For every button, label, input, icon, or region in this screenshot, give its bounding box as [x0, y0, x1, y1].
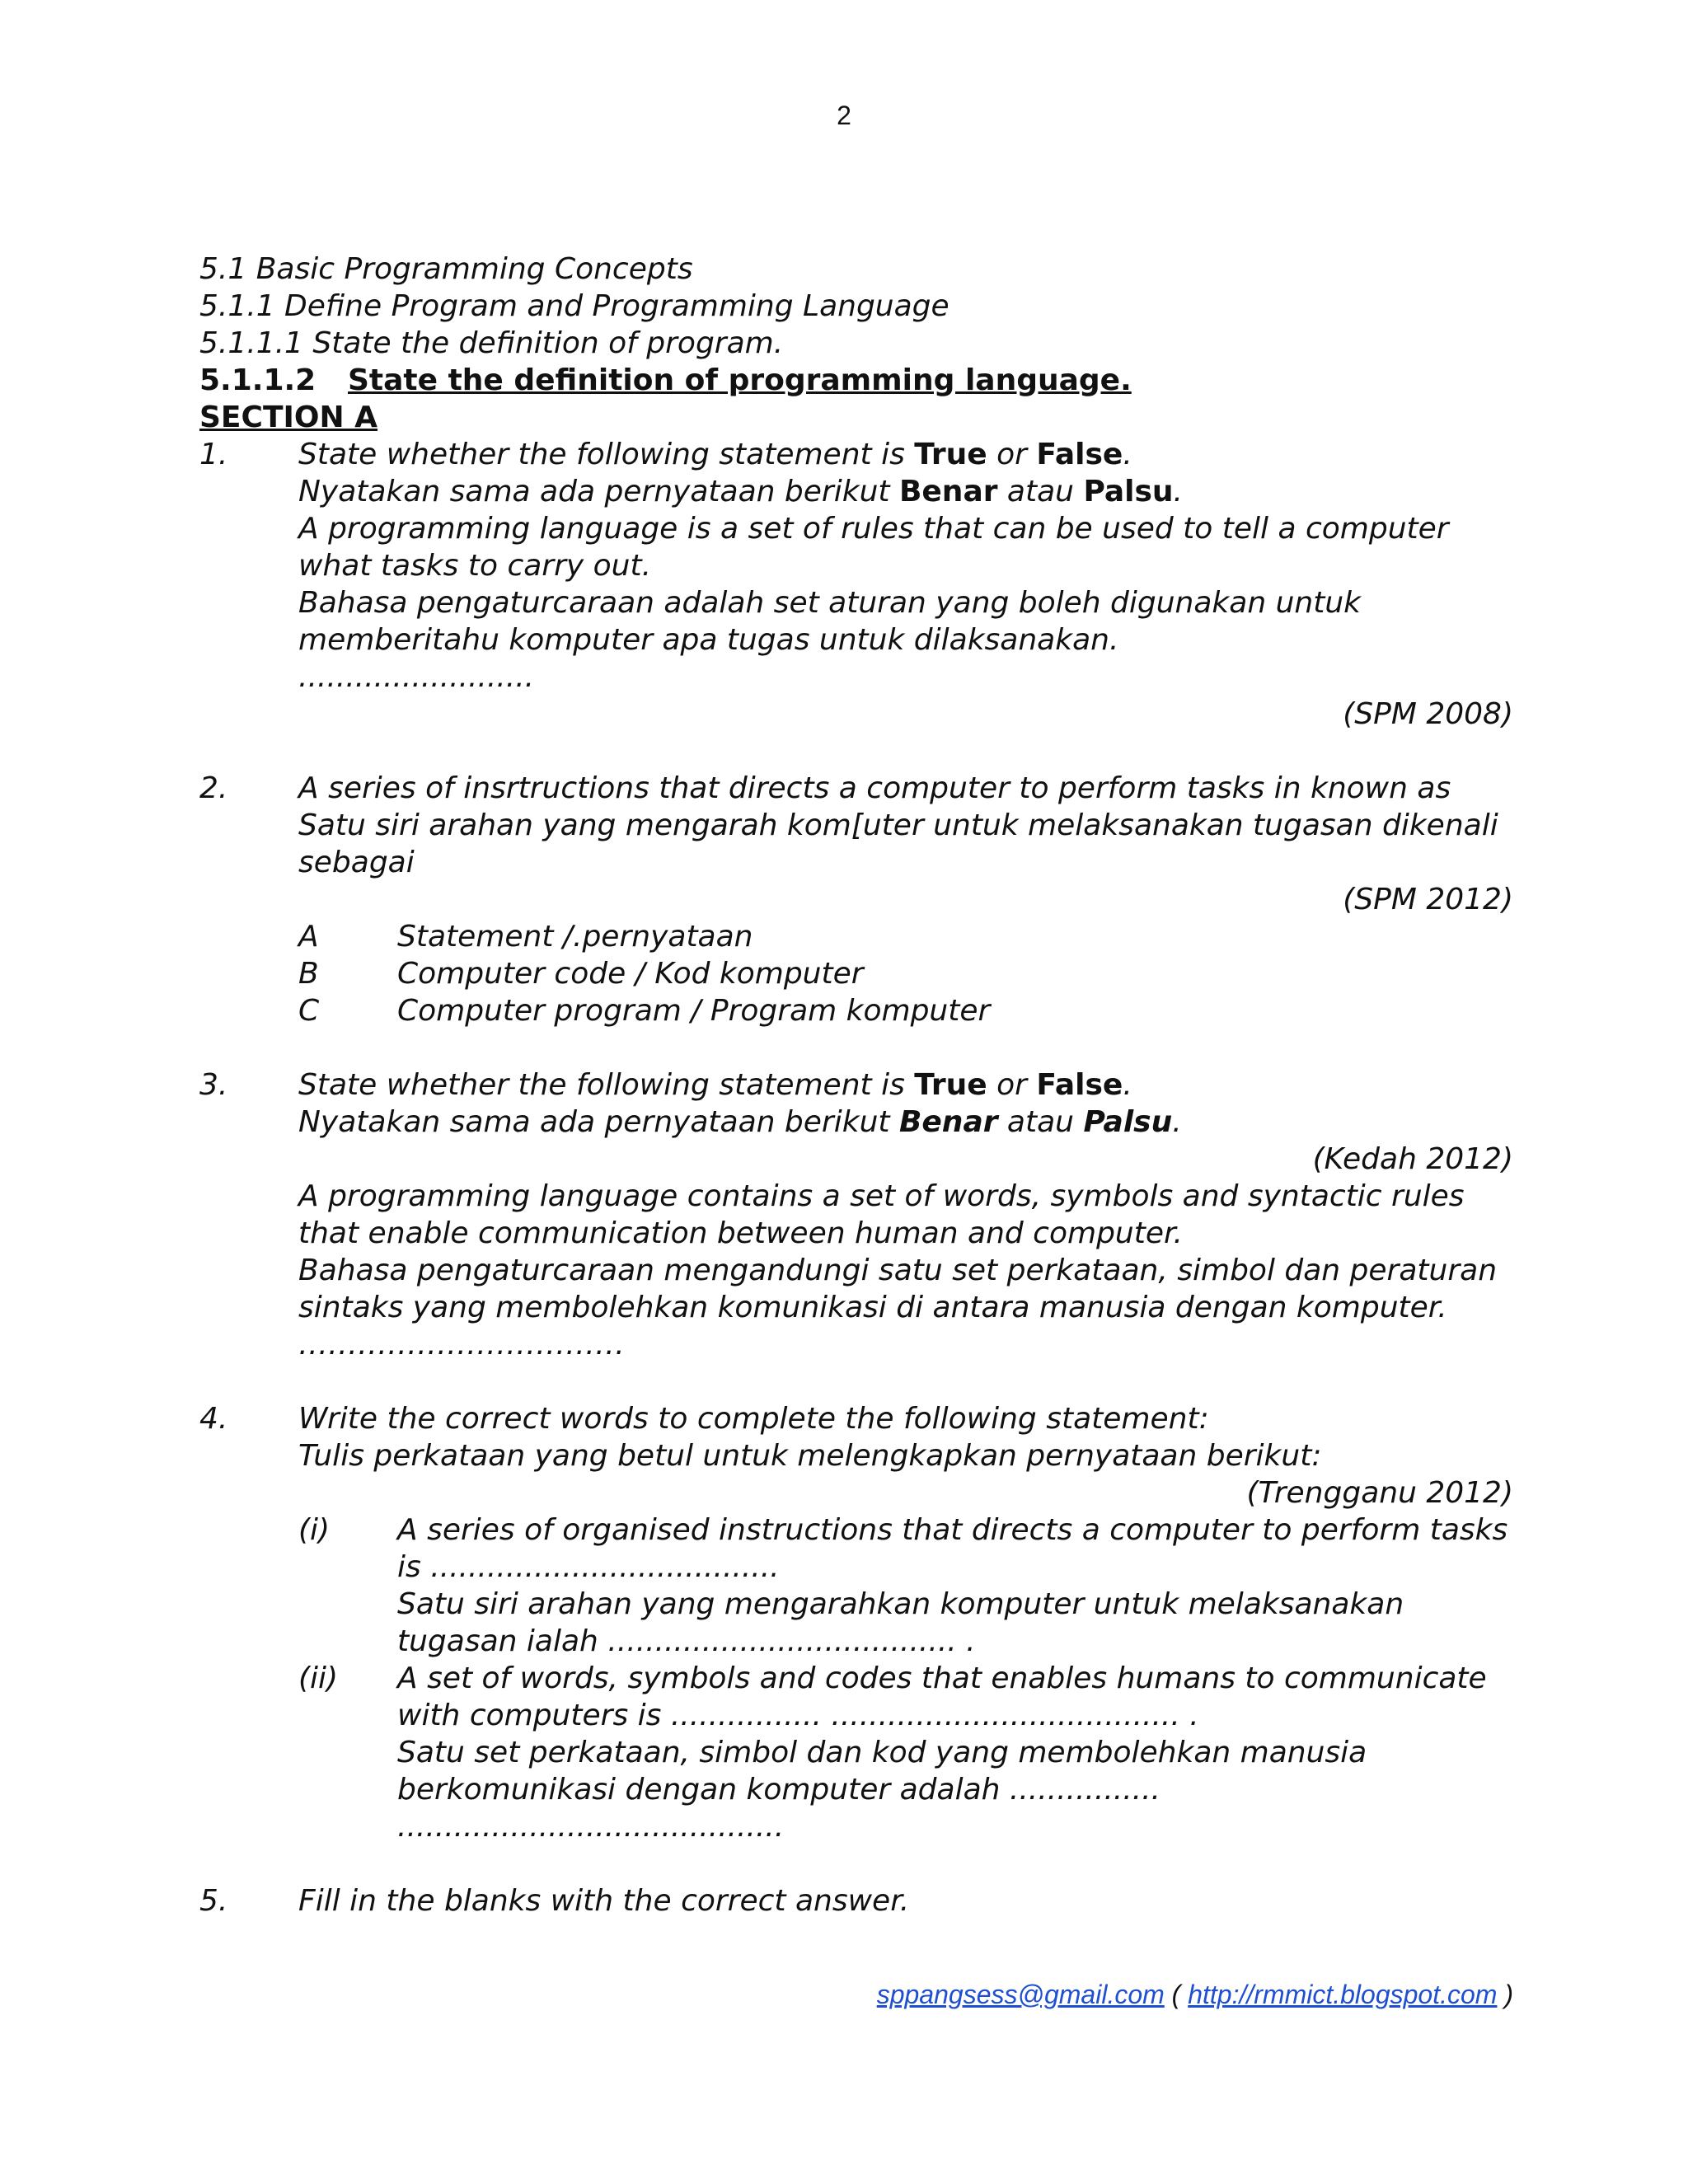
paren-open: ( [1164, 1980, 1189, 2009]
instruction-ms: Nyatakan sama ada pernyataan berikut Benar atau Palsu. [298, 475, 1183, 509]
instruction-en: State whether the following statement is True or False. [298, 1068, 1132, 1102]
objective-line: 5.1.1.1 State the definition of program. [199, 326, 784, 360]
option-letter: A [298, 920, 319, 954]
footer-contact [877, 1978, 1513, 2011]
sub-question-number: (i) [298, 1513, 331, 1547]
email-link[interactable]: sppangsess@gmail.com [876, 1980, 1165, 2009]
question-body [298, 1400, 1513, 1845]
question-text-en: A series of insrtructions that directs a computer to perform tasks in known as [298, 771, 1451, 805]
instruction-en: State whether the following statement is True or False. [298, 438, 1132, 471]
blog-link[interactable]: http://rmmict.blogspot.com [1188, 1980, 1498, 2009]
answer-blank[interactable]: …………………………… [298, 1328, 625, 1361]
question-2 [199, 770, 1513, 1029]
question-number: 2. [199, 771, 228, 805]
option-text: Statement /.pernyataan [397, 920, 753, 954]
option-b[interactable] [298, 955, 1513, 992]
question-body [298, 1882, 1513, 1919]
section-title: SECTION A [199, 401, 378, 434]
page-number: 2 [837, 101, 851, 130]
sub-question-en[interactable]: A set of words, symbols and codes that enables humans to communicate with computers is ................ ..................................... . [397, 1661, 1487, 1732]
paren-close: ) [1497, 1980, 1513, 2009]
question-text-ms: Satu siri arahan yang mengarah kom[uter untuk melaksanakan tugasan dikenali sebagai [298, 808, 1498, 879]
question-body [298, 1066, 1513, 1363]
question-number: 4. [199, 1402, 228, 1436]
instruction-ms: Tulis perkataan yang betul untuk melengkapkan pernyataan berikut: [298, 1439, 1322, 1473]
question-source: (SPM 2008) [1343, 697, 1513, 731]
question-3 [199, 1066, 1513, 1363]
question-source: (Trengganu 2012) [1246, 1476, 1513, 1510]
instruction-ms: Nyatakan sama ada pernyataan berikut Benar atau Palsu. [298, 1105, 1182, 1139]
sub-question-ms[interactable]: Satu set perkataan, simbol dan kod yang membolehkan manusia berkomunikasi dengan komputer adalah ................ ......................................... [397, 1736, 1367, 1844]
objective-code: 5.1.1.2 [199, 363, 316, 397]
question-4 [199, 1400, 1513, 1845]
question-source: (Kedah 2012) [1312, 1142, 1513, 1176]
question-text: Fill in the blanks with the correct answer. [298, 1884, 910, 1918]
sub-question-number: (ii) [298, 1661, 339, 1695]
sub-question-ms[interactable]: Satu siri arahan yang mengarahkan komputer untuk melaksanakan tugasan ialah ..................................... . [397, 1587, 1404, 1658]
sub-question-en[interactable]: A series of organised instructions that directs a computer to perform tasks is ..................................... [397, 1513, 1508, 1584]
sub-question-ii [298, 1660, 1513, 1845]
question-number: 5. [199, 1884, 228, 1918]
objective-line: 5.1.1 Define Program and Programming Language [199, 289, 950, 323]
objective-text: State the definition of programming language. [348, 363, 1132, 397]
question-5 [199, 1882, 1513, 1919]
option-c[interactable] [298, 992, 1513, 1029]
option-letter: C [298, 994, 320, 1028]
statement-en: A programming language is a set of rules that can be used to tell a computer what tasks to carry out. [298, 512, 1449, 583]
worksheet-content [199, 251, 1513, 1919]
question-number: 1. [199, 438, 228, 471]
objective-line: 5.1 Basic Programming Concepts [199, 252, 693, 286]
question-number: 3. [199, 1068, 228, 1102]
instruction-en: Write the correct words to complete the following statement: [298, 1402, 1209, 1436]
sub-question-i [298, 1511, 1513, 1660]
option-text: Computer code / Kod komputer [397, 957, 864, 991]
answer-blank[interactable]: ......................... [298, 660, 535, 694]
question-body [298, 436, 1513, 733]
option-letter: B [298, 957, 319, 991]
statement-ms: Bahasa pengaturcaraan adalah set aturan yang boleh digunakan untuk memberitahu komputer apa tugas untuk dilaksanakan. [298, 586, 1362, 657]
question-1 [199, 436, 1513, 733]
statement-en: A programming language contains a set of words, symbols and syntactic rules that enable communication between human and computer. [298, 1179, 1465, 1250]
current-objective [199, 362, 1513, 399]
question-body [298, 770, 1513, 1029]
option-a[interactable] [298, 918, 1513, 955]
statement-ms: Bahasa pengaturcaraan mengandungi satu set perkataan, simbol dan peraturan sintaks yang membolehkan komunikasi di antara manusia dengan komputer. [298, 1254, 1498, 1324]
option-text: Computer program / Program komputer [397, 994, 991, 1028]
question-source: (SPM 2012) [1343, 883, 1513, 916]
